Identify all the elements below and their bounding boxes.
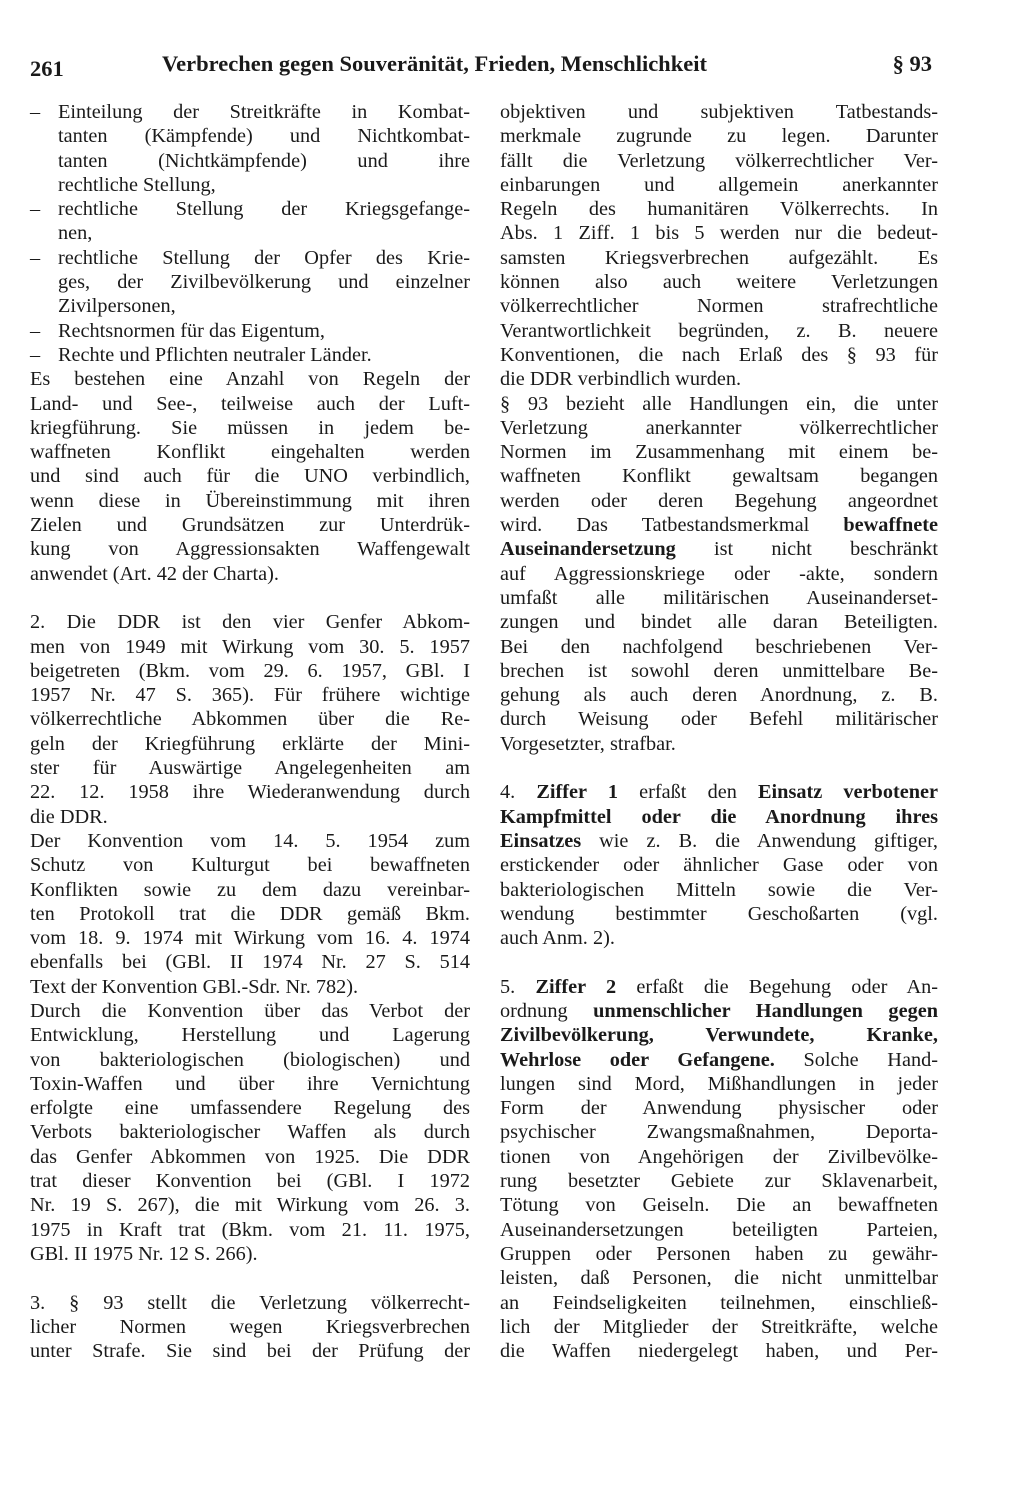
text-line: kung von Aggressionsakten Waffengewalt bbox=[30, 538, 470, 561]
paragraph-5 bbox=[500, 975, 938, 1364]
text-line: Einsatzes wie z. B. die Anwendung giftiger, bbox=[500, 829, 938, 852]
text-line: wenn diese in Übereinstimmung mit ihren bbox=[30, 489, 470, 512]
text-line: Verantwortlichkeit begründen, z. B. neuere bbox=[500, 319, 938, 342]
dash-bullet: – bbox=[30, 319, 41, 342]
text-line: GBl. II 1975 Nr. 12 S. 266). bbox=[30, 1242, 258, 1265]
list-item bbox=[30, 246, 470, 319]
text-line: von bakteriologischen (biologischen) und bbox=[30, 1048, 470, 1071]
text-line: Abs. 1 Ziff. 1 bis 5 werden nur die bedeut- bbox=[500, 222, 938, 245]
dash-bullet: – bbox=[30, 343, 41, 366]
left-column bbox=[30, 100, 470, 1363]
text-line: Verbots bakteriologischer Waffen als durch bbox=[30, 1121, 470, 1144]
text-line: samsten Kriegsverbrechen aufgezählt. Es bbox=[500, 246, 938, 269]
text-line: und sind auch für die UNO verbindlich, bbox=[30, 465, 470, 488]
text-line: Zielen und Grundsätzen zur Unterdrük- bbox=[30, 514, 470, 537]
text-line: Normen im Zusammenhang mit einem be- bbox=[500, 441, 938, 464]
text-line: völkerrechtliche Abkommen über die Re- bbox=[30, 708, 470, 731]
text-line: 22. 12. 1958 ihre Wiederanwendung durch bbox=[30, 781, 470, 804]
text-line: – rechtliche Stellung der Kriegsgefange- bbox=[30, 198, 470, 221]
text-line: – Rechte und Pflichten neutraler Länder. bbox=[30, 343, 372, 366]
list-item bbox=[30, 343, 470, 367]
list-item bbox=[30, 319, 470, 343]
text-line: werden oder deren Begehung angeordnet bbox=[500, 489, 938, 512]
text-line: nen, bbox=[58, 222, 93, 245]
text-line: wendung bestimmter Geschoßarten (vgl. bbox=[500, 902, 938, 925]
text-line: anwendet (Art. 42 der Charta). bbox=[30, 562, 279, 585]
text-line: geln der Kriegführung erklärte der Mini- bbox=[30, 732, 470, 755]
paragraph-2 bbox=[30, 610, 470, 829]
text-line: ten Protokoll trat die DDR gemäß Bkm. bbox=[30, 902, 470, 925]
text-line: Zivilbevölkerung, Verwundete, Kranke, bbox=[500, 1024, 938, 1047]
text-line: erfolgte eine umfassendere Regelung des bbox=[30, 1097, 470, 1120]
list-item bbox=[30, 100, 470, 197]
running-title: Verbrechen gegen Souveränität, Frieden, Menschlichkeit bbox=[162, 51, 707, 76]
text-line: – Einteilung der Streitkräfte in Kombat- bbox=[30, 101, 470, 123]
text-line: merkmale zugrunde zu legen. Darunter bbox=[500, 125, 938, 148]
dash-bullet: – bbox=[30, 198, 41, 221]
text-line: Land- und See-, teilweise auch der Luft- bbox=[30, 392, 470, 415]
text-line: die DDR. bbox=[30, 805, 108, 828]
text-line: § 93 bezieht alle Handlungen ein, die unter bbox=[500, 392, 938, 415]
paragraph-3-continued bbox=[500, 100, 938, 392]
text-line: 1957 Nr. 47 S. 365). Für frühere wichtige bbox=[30, 684, 470, 707]
text-line: – rechtliche Stellung der Opfer des Krie- bbox=[30, 246, 470, 269]
text-line: umfaßt alle militärischen Auseinanderset- bbox=[500, 586, 938, 609]
text-line: erstickender oder ähnlicher Gase oder von bbox=[500, 854, 938, 877]
text-line: Konventionen, die nach Erlaß des § 93 für bbox=[500, 343, 938, 366]
dash-bullet: – bbox=[30, 246, 41, 269]
text-line: waffneten Konflikt eingehalten werden bbox=[30, 441, 470, 464]
text-line: die DDR verbindlich wurden. bbox=[500, 368, 742, 391]
text-line: leisten, daß Personen, die nicht unmittelbar bbox=[500, 1267, 938, 1290]
list-item bbox=[30, 197, 470, 246]
text-line: Toxin-Waffen und über ihre Vernichtung bbox=[30, 1072, 470, 1095]
text-line: einbarungen und allgemein anerkannter bbox=[500, 173, 938, 196]
text-line: Nr. 19 S. 267), die mit Wirkung vom 26. 3. bbox=[30, 1194, 470, 1217]
text-line: auf Aggressionskriege oder -akte, sondern bbox=[500, 562, 938, 585]
text-line: wird. Das Tatbestandsmerkmal bewaffnete bbox=[500, 514, 938, 537]
paragraph-3 bbox=[30, 1291, 470, 1364]
text-line: ebenfalls bei (GBl. II 1974 Nr. 27 S. 514 bbox=[30, 951, 470, 974]
text-line: rechtliche Stellung, bbox=[58, 173, 216, 196]
text-line: tanten (Nichtkämpfende) und ihre bbox=[58, 149, 470, 172]
text-line: Verletzung anerkannter völkerrechtlicher bbox=[500, 416, 938, 439]
text-line: Tötung von Geiseln. Die an bewaffneten bbox=[500, 1194, 938, 1217]
bold-term: bewaffnete bbox=[843, 514, 938, 537]
text-line: Wehrlose oder Gefangene. Solche Hand- bbox=[500, 1048, 938, 1071]
text-line: beigetreten (Bkm. vom 29. 6. 1957, GBl. I bbox=[30, 659, 470, 682]
text-line: lich der Mitglieder der Streitkräfte, welche bbox=[500, 1315, 938, 1338]
text-line: bakteriologischen Mitteln sowie die Ver- bbox=[500, 878, 938, 901]
dash-bullet: – bbox=[30, 101, 41, 123]
text-line: an Feindseligkeiten teilnehmen, einschließ- bbox=[500, 1291, 938, 1314]
text-line: Bei den nachfolgend beschriebenen Ver- bbox=[500, 635, 938, 658]
text-line: Entwicklung, Herstellung und Lagerung bbox=[30, 1024, 470, 1047]
text-line: auch Anm. 2). bbox=[500, 927, 615, 950]
text-line: 5. Ziffer 2 erfaßt die Begehung oder An- bbox=[500, 975, 938, 998]
text-line: das Genfer Abkommen von 1925. Die DDR bbox=[30, 1145, 470, 1168]
text-line: men von 1949 mit Wirkung vom 30. 5. 1957 bbox=[30, 635, 470, 658]
text-line: kriegführung. Sie müssen in jedem be- bbox=[30, 416, 470, 439]
paragraph-regeln bbox=[30, 367, 470, 586]
text-line: brechen ist sowohl deren unmittelbare Be- bbox=[500, 659, 938, 682]
text-line: Kampfmittel oder die Anordnung ihres bbox=[500, 805, 938, 828]
running-header bbox=[30, 48, 932, 84]
text-line: Form der Anwendung physischer oder bbox=[500, 1097, 938, 1120]
paragraph-4 bbox=[500, 780, 938, 950]
text-line: Gruppen oder Personen haben zu gewähr- bbox=[500, 1242, 938, 1265]
text-line: die Waffen niedergelegt haben, und Per- bbox=[500, 1340, 938, 1363]
text-line: Der Konvention vom 14. 5. 1954 zum bbox=[30, 829, 470, 852]
paragraph-2-biowaffen bbox=[30, 999, 470, 1266]
text-line: waffneten Konflikt gewaltsam begangen bbox=[500, 465, 938, 488]
text-line: 3. § 93 stellt die Verletzung völkerrecht- bbox=[30, 1291, 470, 1314]
text-line: ster für Auswärtige Angelegenheiten am bbox=[30, 757, 470, 780]
text-line: völkerrechtlicher Normen strafrechtliche bbox=[500, 295, 938, 318]
text-line: Es bestehen eine Anzahl von Regeln der bbox=[30, 368, 470, 391]
text-line: Konflikten sowie zu dem dazu vereinbar- bbox=[30, 878, 470, 901]
text-line: licher Normen wegen Kriegsverbrechen bbox=[30, 1315, 470, 1338]
right-column bbox=[500, 100, 938, 1363]
text-line: tanten (Kämpfende) und Nichtkombat- bbox=[58, 125, 470, 148]
text-line: gehung als auch deren Anordnung, z. B. bbox=[500, 684, 938, 707]
text-line: Schutz von Kulturgut bei bewaffneten bbox=[30, 854, 470, 877]
text-line: Durch die Konvention über das Verbot der bbox=[30, 999, 470, 1022]
bold-term: Auseinandersetzung bbox=[500, 538, 676, 561]
text-line: psychischer Zwangsmaßnahmen, Deporta- bbox=[500, 1121, 938, 1144]
text-line: können also auch weitere Verletzungen bbox=[500, 271, 938, 294]
paragraph-3-handlungen bbox=[500, 392, 938, 756]
section-marker: § 93 bbox=[892, 51, 932, 76]
text-line: – Rechtsnormen für das Eigentum, bbox=[30, 319, 325, 342]
text-line: Vorgesetzter, strafbar. bbox=[500, 732, 676, 755]
text-line: trat dieser Konvention bei (GBl. I 1972 bbox=[30, 1170, 470, 1193]
text-line: ordnung unmenschlicher Handlungen gegen bbox=[500, 999, 938, 1022]
text-line: 2. Die DDR ist den vier Genfer Abkom- bbox=[30, 611, 470, 634]
dash-list bbox=[30, 100, 470, 367]
text-line: objektiven und subjektiven Tatbestands- bbox=[500, 101, 938, 123]
text-line: ges, der Zivilbevölkerung und einzelner bbox=[58, 271, 470, 294]
text-line: zungen und bindet alle daran Beteiligten. bbox=[500, 611, 938, 634]
text-line: lungen sind Mord, Mißhandlungen in jeder bbox=[500, 1072, 938, 1095]
page-number: 261 bbox=[30, 56, 64, 81]
text-line: vom 18. 9. 1974 mit Wirkung vom 16. 4. 1974 bbox=[30, 927, 470, 950]
text-line: tionen von Angehörigen der Zivilbevölke- bbox=[500, 1145, 938, 1168]
text-line: Zivilpersonen, bbox=[58, 295, 176, 318]
text-line: Regeln des humanitären Völkerrechts. In bbox=[500, 198, 938, 221]
text-line: durch Weisung oder Befehl militärischer bbox=[500, 708, 938, 731]
text-line: rung besetzter Gebiete zur Sklavenarbeit, bbox=[500, 1170, 938, 1193]
paragraph-2-kulturgut bbox=[30, 829, 470, 999]
text-line: unter Strafe. Sie sind bei der Prüfung der bbox=[30, 1340, 470, 1363]
text-line: fällt die Verletzung völkerrechtlicher Ver- bbox=[500, 149, 938, 172]
text-line: Auseinandersetzung ist nicht beschränkt bbox=[500, 538, 938, 561]
text-line: 1975 in Kraft trat (Bkm. vom 21. 11. 1975, bbox=[30, 1218, 470, 1241]
text-line: 4. Ziffer 1 erfaßt den Einsatz verbotener bbox=[500, 781, 939, 804]
text-line: Text der Konvention GBl.-Sdr. Nr. 782). bbox=[30, 975, 359, 998]
text-line: Auseinandersetzungen beteiligten Parteien, bbox=[500, 1218, 938, 1241]
